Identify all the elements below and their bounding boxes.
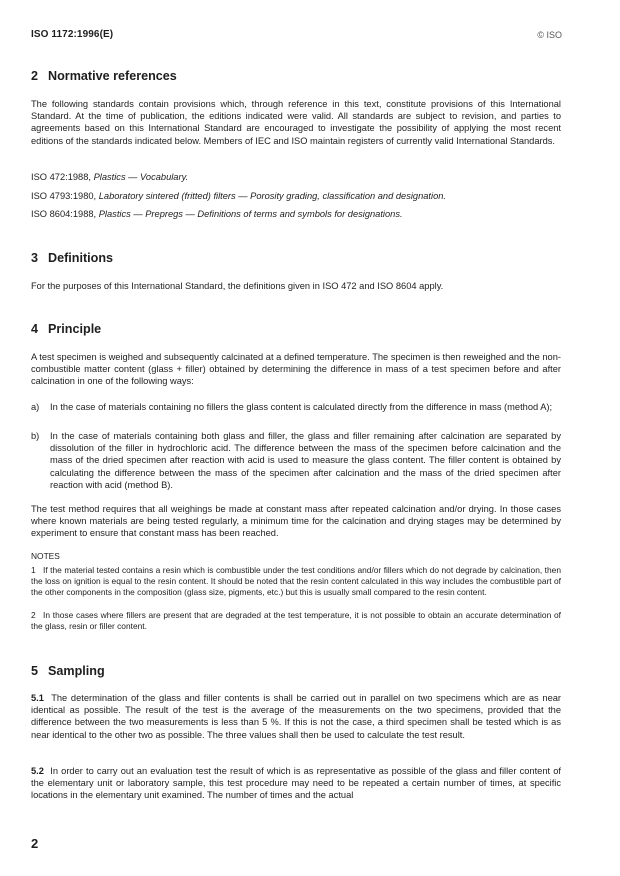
- document-id: ISO 1172:1996(E): [31, 29, 114, 40]
- reference-code: ISO 472:1988,: [31, 172, 91, 182]
- list-item: [31, 430, 561, 491]
- clause-5-2: [31, 765, 561, 802]
- page-number: 2: [31, 836, 39, 851]
- note-text: If the material tested contains a resin which is combustible under the test conditions and/or fillers which do not degrade by calcination, then the loss on ignition is equal to the resin content. It should be noted that the resin content calculated in this way includes the combustible part of the other components in the composition (glass size, pigments, etc.) but this is usually small compared to the resin content.: [31, 565, 561, 597]
- clause-text: The determination of the glass and filler contents is shall be carried out in parallel on two specimens which are as near identical as possible. The result of the test is the average of the measurements on the two specimens, provided that the difference between the two measurements is less than 5 %. If this is not the case, a third specimen shall be tested which is as near identical to the other two as possible. The three values shall then be used to calculate the test result.: [31, 693, 562, 740]
- clause-text: In order to carry out an evaluation test the result of which is as representative as possible of the glass and filler content of the elementary unit or laboratory sample, this test procedure may need to be repeated a certain number of times, at specific locations in the elementary unit examined. The number of times and the actual: [31, 766, 562, 801]
- list-label: a): [31, 402, 40, 412]
- note-item: [31, 610, 561, 632]
- note-number: 1: [31, 565, 36, 575]
- list-text: In the case of materials containing no fillers the glass content is calculated directly from the difference in mass (method A);: [50, 402, 553, 412]
- list-label: b): [31, 431, 40, 441]
- section-4-closing: The test method requires that all weighings be made at constant mass after repeated calcination and/or drying. In those cases where known materials are being tested regularly, a minimum time for the calcination and drying stages may be determined by experiment to ensure that constant mass has been reached.: [31, 504, 561, 539]
- section-number: 5: [31, 664, 39, 678]
- section-title: Principle: [48, 322, 102, 336]
- notes-heading: NOTES: [31, 551, 60, 561]
- section-3-text: For the purposes of this International Standard, the definitions given in ISO 472 and ISO 8604 apply.: [31, 281, 444, 291]
- note-text: In those cases where fillers are present that are degraded at the test temperature, it is not possible to obtain an accurate determination of the glass, resin or filler content.: [31, 610, 561, 631]
- section-number: 2: [31, 69, 39, 83]
- reference-item: [31, 172, 188, 182]
- section-title: Definitions: [48, 251, 114, 265]
- note-item: [31, 565, 561, 598]
- section-3-heading: [31, 251, 113, 265]
- section-number: 3: [31, 251, 39, 265]
- reference-title: Plastics — Prepregs — Definitions of terms and symbols for designations.: [98, 209, 403, 219]
- note-number: 2: [31, 610, 36, 620]
- clause-5-1: [31, 692, 561, 741]
- clause-number: 5.2: [31, 766, 44, 776]
- reference-item: [31, 191, 446, 201]
- reference-code: ISO 4793:1980,: [31, 191, 97, 201]
- clause-number: 5.1: [31, 693, 44, 703]
- list-item: [31, 401, 561, 413]
- reference-code: ISO 8604:1988,: [31, 209, 97, 219]
- section-title: Normative references: [48, 69, 177, 83]
- section-4-intro: A test specimen is weighed and subsequently calcinated at a defined temperature. The specimen is then reweighed and the non-combustible matter content (glass + filler) obtained by determining the difference in mass of a test specimen before and after calcination in one of the following ways:: [31, 352, 561, 387]
- section-number: 4: [31, 322, 39, 336]
- reference-item: [31, 209, 403, 219]
- section-4-heading: [31, 322, 101, 336]
- reference-title: Laboratory sintered (fritted) filters — Porosity grading, classification and designation.: [98, 191, 446, 201]
- list-text: In the case of materials containing both glass and filler, the glass and filler remaining after calcination are separated by dissolution of the filler in hydrochloric acid. The difference between the mass of the specimen before calcination and the mass of the dried specimen after reaction with acid is used to measure the glass content. The filler content is obtained by calculating the difference between the mass of the specimen after calcination and the mass of the dried specimen after reaction with acid (method B).: [50, 431, 561, 490]
- section-2-heading: [31, 69, 177, 83]
- section-title: Sampling: [48, 664, 105, 678]
- reference-title: Plastics — Vocabulary.: [93, 172, 189, 182]
- section-5-heading: [31, 664, 105, 678]
- copyright-mark: © ISO: [537, 30, 562, 40]
- section-2-intro: The following standards contain provisions which, through reference in this text, constitute provisions of this International Standard. At the time of publication, the editions indicated were valid. All standards are subject to revision, and parties to agreements based on this International Standard are encouraged to investigate the possibility of applying the most recent editions of the standards indicated below. Members of IEC and ISO maintain registers of currently valid International Standards.: [31, 99, 561, 146]
